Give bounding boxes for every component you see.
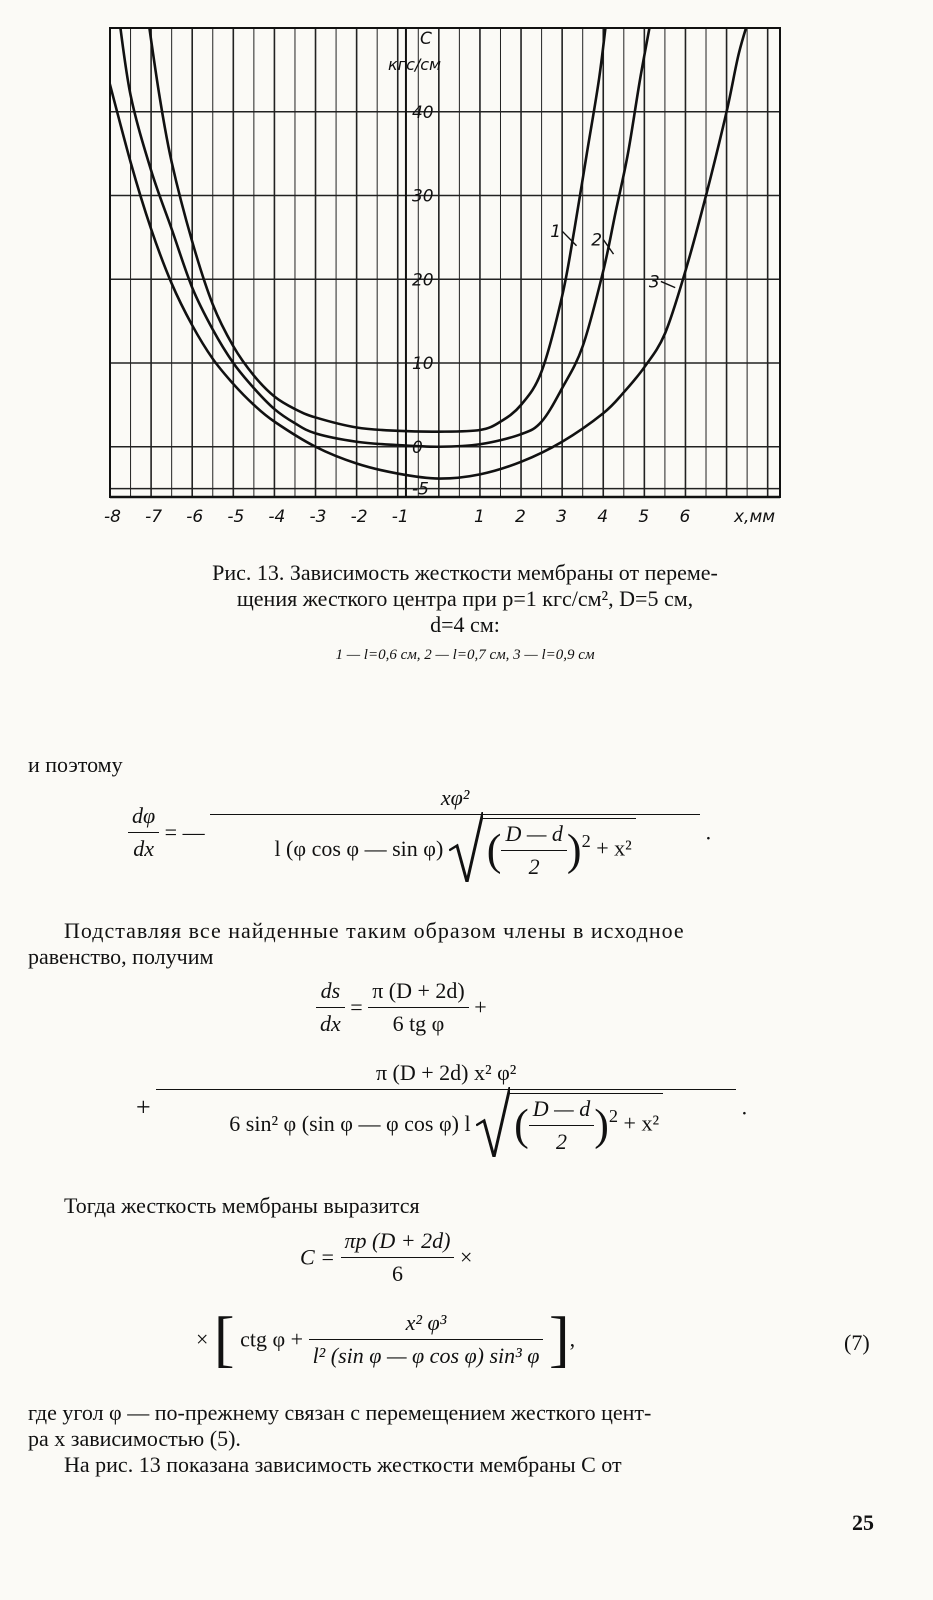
eq3-sqrt: ( $\frac{D — d}{2}$ )$^2$ + x² [476,1093,663,1155]
x-tick-label: -2 [350,507,368,527]
caption-line-3: d=4 см: [430,612,500,637]
paragraph-hence: и поэтому [28,752,123,777]
figure-caption [80,560,850,666]
y-tick-label: 30 [411,186,434,207]
curve-label-2: 2 [591,230,603,251]
x-tick-label: 2 [515,507,526,527]
equation-number: (7) [844,1330,870,1355]
chart-curves [102,11,751,478]
curve-label-leader [661,281,675,287]
y-tick-label: 0 [411,437,423,458]
y-tick-label: 10 [411,354,434,374]
equation-dphi-dx: $\frac{d\varphi}{dx}$ = — xφ² l (φ cos φ — sin φ) ( $\frac{D — d}{2}$ )$^2$ + x² . [128,785,711,880]
eq1-rhs-fraction: xφ² l (φ cos φ — sin φ) ( $\frac{D — d}{2}$ )$^2$ + x² [210,785,700,880]
equation-c-bracket: × [ ctg φ + $\frac{\text{x² φ³}}{\text{l² (sin φ — φ cos φ) sin³ φ}}$ ], [196,1305,576,1374]
curve-label-1: 1 [550,222,562,243]
paragraph-where-angle-2: ра x зависимостью (5). [28,1426,241,1451]
page-number: 25 [852,1510,874,1535]
x-tick-label: 3 [556,507,567,527]
x-tick-label: 4 [597,507,609,527]
stiffness-chart [0,0,933,540]
paragraph-then-stiffness: Тогда жесткость мембраны выразится [64,1193,420,1218]
plot-frame [110,28,780,497]
equation-ds-dx-second-term: + π (D + 2d) x² φ² 6 sin² φ (sin φ — φ cos φ) l ( $\frac{D — d}{2}$ )$^2$ + x² . [136,1060,747,1155]
caption-legend: 1 — l=0,6 см, 2 — l=0,7 см, 3 — l=0,9 см [335,647,595,663]
chart-grid [110,28,780,497]
x-tick-label: 6 [679,507,691,527]
series-line-2 [118,11,652,447]
x-tick-label: -8 [104,507,121,527]
x-tick-label: -1 [391,507,409,527]
series-line-3 [102,11,751,478]
paragraph-substituting-1: Подставляя все найденные таким образом члены в исходное [64,918,685,943]
curve-label-3: 3 [648,272,660,293]
caption-line-1: Рис. 13. Зависимость жесткости мембраны от переме- [212,560,718,585]
y-tick-label: -5 [411,479,429,500]
eq1-lhs: $\frac{d\varphi}{dx}$ [128,803,159,862]
x-axis-label: x,мм [734,507,776,527]
paragraph-fig13: На рис. 13 показана зависимость жесткости мембраны C от [64,1452,622,1477]
y-tick-label: 20 [411,270,434,291]
caption-line-2: щения жесткого центра при p=1 кгс/см², D=5 см, [236,586,694,611]
y-axis-label-unit: кгс/см [388,55,442,74]
x-tick-label: -3 [309,507,327,527]
y-axis-label-c: C [420,29,432,49]
x-tick-label: 5 [638,507,650,527]
y-tick-label: 40 [411,102,434,123]
x-tick-label: 1 [473,507,485,527]
paragraph-where-angle-1: где угол φ — по-прежнему связан с перемещением жесткого цент- [28,1400,652,1425]
equation-ds-dx: $\frac{ds}{dx}$ = $\frac{\pi (D + 2d)}{\text{6 tg φ}}$ + [316,978,487,1037]
x-tick-label: -4 [268,507,286,527]
x-tick-label: -6 [186,507,204,527]
equation-c: C = $\frac{\pi p (D + 2d)}{6}$ × [300,1228,473,1286]
x-tick-label: -5 [227,507,245,527]
eq1-sqrt: ( $\frac{D — d}{2}$ )$^2$ + x² [449,818,636,880]
paragraph-substituting-2: равенство, получим [28,944,214,969]
x-tick-label: -7 [145,507,163,527]
